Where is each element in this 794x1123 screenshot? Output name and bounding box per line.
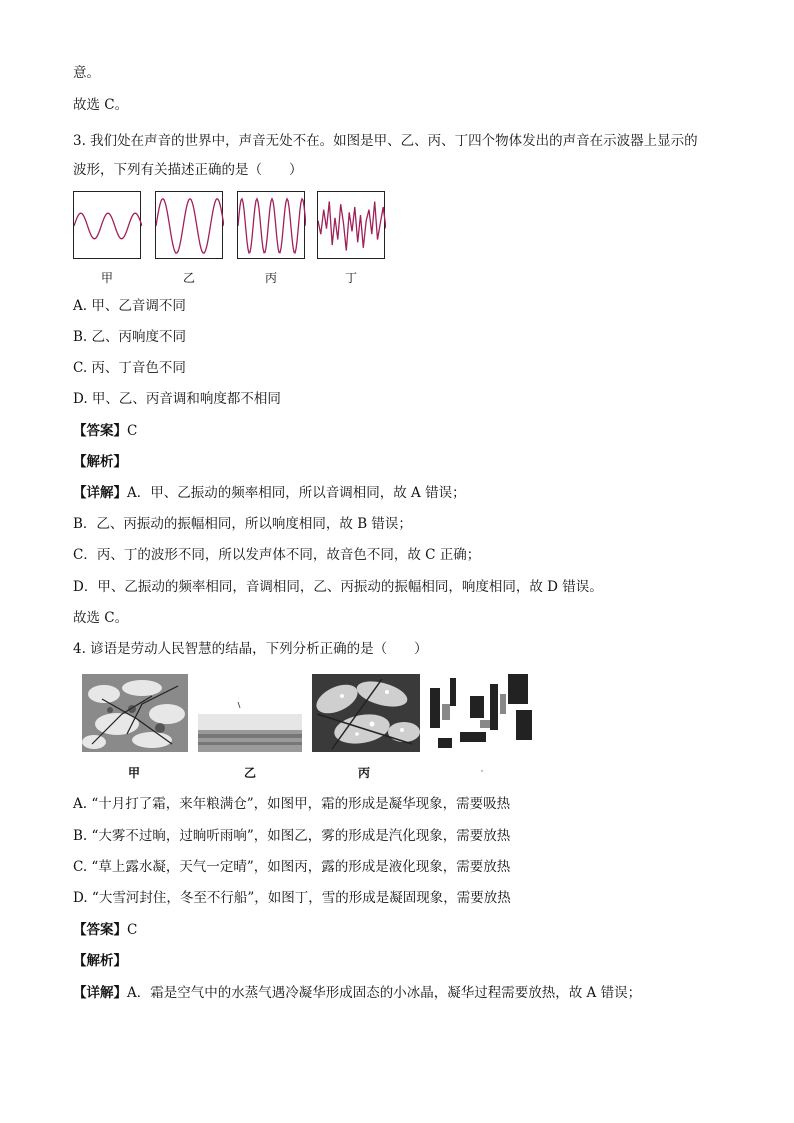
oscilloscope-waveforms bbox=[73, 191, 403, 285]
analysis-tag: 【解析】 bbox=[73, 454, 127, 470]
question-3-stem-cont: 波形，下列有关描述正确的是（ ） bbox=[73, 162, 303, 178]
photo-label: · bbox=[479, 764, 485, 778]
analysis-tag: 【解析】 bbox=[73, 953, 127, 969]
photo-dew bbox=[312, 674, 420, 752]
detail-b: B．乙、丙振动的振幅相同，所以响度相同，故 B 错误； bbox=[73, 516, 412, 532]
option-c: C. “草上露水凝，天气一定晴”，如图丙，露的形成是液化现象，需要放热 bbox=[73, 859, 511, 875]
text-line: 故选 C。 bbox=[73, 97, 129, 113]
detail-tag: 【详解】 bbox=[73, 485, 127, 501]
option-a: A. 甲、乙音调不同 bbox=[73, 298, 186, 314]
conclusion: 故选 C。 bbox=[73, 610, 129, 626]
waveform-line bbox=[156, 199, 224, 253]
photo-label: 甲 bbox=[127, 766, 140, 780]
option-c: C. 丙、丁音色不同 bbox=[73, 360, 186, 376]
answer-value: C bbox=[127, 423, 138, 439]
waveform-jia bbox=[73, 191, 141, 259]
detail-c: C．丙、丁的波形不同，所以发声体不同，故音色不同，故 C 正确； bbox=[73, 547, 481, 563]
option-b: B. “大雾不过晌，过晌听雨响”，如图乙，雾的形成是汽化现象，需要放热 bbox=[73, 828, 511, 844]
question-3-stem: 3. 我们处在声音的世界中，声音无处不在。如图是甲、乙、丙、丁四个物体发出的声音在示波器上显示的 bbox=[73, 133, 698, 149]
option-a: A. “十月打了霜，来年粮满仓”，如图甲，霜的形成是凝华现象，需要吸热 bbox=[73, 796, 511, 812]
waveform-label: 丁 bbox=[344, 271, 357, 285]
waveform-label: 甲 bbox=[100, 271, 113, 285]
text-line: 意。 bbox=[73, 65, 100, 81]
waveform-line bbox=[238, 199, 306, 253]
photo-fog bbox=[198, 674, 302, 752]
answer-tag: 【答案】 bbox=[73, 423, 127, 439]
waveform-bing bbox=[237, 191, 305, 259]
waveform-ding bbox=[317, 191, 385, 259]
detail-a: A．霜是空气中的水蒸气遇冷凝华形成固态的小冰晶，凝华过程需要放热，故 A 错误； bbox=[127, 985, 642, 1001]
waveform-yi bbox=[155, 191, 223, 259]
waveform-line bbox=[318, 202, 386, 251]
answer-line bbox=[73, 422, 137, 440]
detail-a: A．甲、乙振动的频率相同，所以音调相同，故 A 错误； bbox=[127, 485, 466, 501]
detail-tag: 【详解】 bbox=[73, 985, 127, 1001]
option-d: D. 甲、乙、丙音调和响度都不相同 bbox=[73, 391, 281, 407]
waveform-label: 丙 bbox=[264, 271, 277, 285]
answer-tag: 【答案】 bbox=[73, 922, 127, 938]
option-b: B. 乙、丙响度不同 bbox=[73, 329, 187, 345]
photo-snow bbox=[430, 674, 532, 752]
detail-d: D．甲、乙振动的频率相同，音调相同，乙、丙振动的振幅相同，响度相同，故 D 错误。 bbox=[73, 579, 603, 595]
photo-frost bbox=[82, 674, 188, 752]
detail-line bbox=[73, 484, 466, 502]
option-d: D. “大雪河封住，冬至不行船”，如图丁，雪的形成是凝固现象，需要放热 bbox=[73, 890, 511, 906]
detail-line bbox=[73, 984, 641, 1002]
waveform-line bbox=[74, 213, 142, 239]
question-4-stem: 4. 谚语是劳动人民智慧的结晶，下列分析正确的是（ ） bbox=[73, 641, 428, 657]
waveform-label: 乙 bbox=[182, 271, 195, 285]
answer-line bbox=[73, 921, 137, 939]
photo-label: 乙 bbox=[243, 766, 256, 780]
answer-value: C bbox=[127, 922, 138, 938]
photo-label: 丙 bbox=[357, 766, 370, 780]
